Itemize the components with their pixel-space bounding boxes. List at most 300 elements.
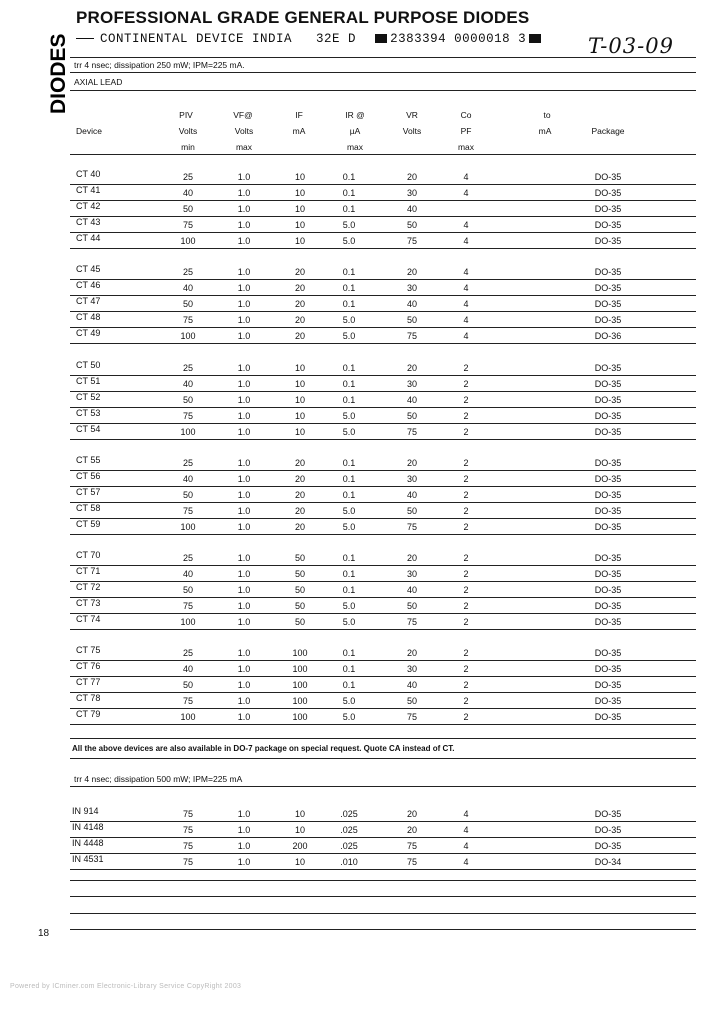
device-name: IN 4531 bbox=[72, 854, 104, 864]
table-cell: 40 bbox=[182, 188, 194, 198]
row-rule bbox=[70, 375, 696, 376]
table-cell: DO-35 bbox=[594, 267, 622, 277]
table-cell: 0.1 bbox=[342, 490, 356, 500]
table-cell: 20 bbox=[406, 809, 418, 819]
table-cell: 50 bbox=[406, 506, 418, 516]
table-cell: .010 bbox=[340, 857, 358, 867]
table-cell: 4 bbox=[463, 267, 469, 277]
table-cell: 75 bbox=[182, 601, 194, 611]
table-cell: 1.0 bbox=[237, 506, 251, 516]
table-cell: DO-35 bbox=[594, 315, 622, 325]
blank-rule bbox=[70, 929, 696, 930]
table-cell: 2 bbox=[463, 680, 469, 690]
table-cell: 25 bbox=[182, 553, 194, 563]
table-cell: 4 bbox=[463, 315, 469, 325]
table-cell: 100 bbox=[292, 664, 308, 674]
device-name: CT 41 bbox=[76, 185, 101, 195]
dash-decoration bbox=[76, 38, 94, 39]
table-cell: 5.0 bbox=[342, 522, 356, 532]
row-rule bbox=[70, 327, 696, 328]
col-header-0: PIV bbox=[179, 110, 193, 120]
note-bottom-rule bbox=[70, 758, 696, 759]
row-rule bbox=[70, 295, 696, 296]
row-rule bbox=[70, 565, 696, 566]
table-cell: 4 bbox=[463, 299, 469, 309]
table-cell: 20 bbox=[294, 458, 306, 468]
table-cell: 50 bbox=[406, 411, 418, 421]
table-cell: 50 bbox=[182, 490, 194, 500]
col-unit-7: mA bbox=[538, 126, 552, 136]
device-name: CT 76 bbox=[76, 661, 101, 671]
device-name: CT 71 bbox=[76, 566, 101, 576]
table-cell: 100 bbox=[180, 331, 196, 341]
table-cell: 20 bbox=[294, 506, 306, 516]
table-cell: 1.0 bbox=[237, 220, 251, 230]
table-cell: 2 bbox=[463, 458, 469, 468]
table-cell: DO-35 bbox=[594, 395, 622, 405]
availability-note: All the above devices are also available in DO-7 package on special request. Quote CA instead of CT. bbox=[72, 744, 455, 753]
table-cell: 100 bbox=[180, 712, 196, 722]
row-rule bbox=[70, 676, 696, 677]
table-cell: 10 bbox=[294, 857, 306, 867]
device-name: CT 77 bbox=[76, 677, 101, 687]
device-name: CT 70 bbox=[76, 550, 101, 560]
table-cell: 1.0 bbox=[237, 267, 251, 277]
col-unit-4: µA bbox=[349, 126, 361, 136]
table-cell: 0.1 bbox=[342, 569, 356, 579]
table-cell: 75 bbox=[182, 825, 194, 835]
row-rule bbox=[70, 708, 696, 709]
table-cell: 30 bbox=[406, 569, 418, 579]
device-name: CT 53 bbox=[76, 408, 101, 418]
table-cell: 20 bbox=[406, 363, 418, 373]
table-cell: 75 bbox=[406, 857, 418, 867]
table-cell: 0.1 bbox=[342, 585, 356, 595]
table-cell: DO-36 bbox=[594, 331, 622, 341]
col-header-3: IR @ bbox=[345, 110, 365, 120]
table-cell: 1.0 bbox=[237, 188, 251, 198]
device-name: CT 46 bbox=[76, 280, 101, 290]
table-cell: 20 bbox=[294, 331, 306, 341]
table-cell: 1.0 bbox=[237, 379, 251, 389]
table-cell: 4 bbox=[463, 825, 469, 835]
table-cell: 1.0 bbox=[237, 490, 251, 500]
table-cell: 10 bbox=[294, 825, 306, 835]
table-cell: 1.0 bbox=[237, 841, 251, 851]
table-cell: 10 bbox=[294, 236, 306, 246]
table-cell: DO-35 bbox=[594, 522, 622, 532]
table-cell: 40 bbox=[182, 664, 194, 674]
table-cell: 40 bbox=[406, 204, 418, 214]
subtitle-line bbox=[76, 32, 544, 46]
table-cell: 20 bbox=[406, 553, 418, 563]
table-cell: 0.1 bbox=[342, 458, 356, 468]
col-qual-0: min bbox=[181, 142, 195, 152]
side-tab-diodes bbox=[48, 6, 68, 116]
table-cell: 10 bbox=[294, 379, 306, 389]
table-cell: 4 bbox=[463, 220, 469, 230]
table-cell: 75 bbox=[406, 617, 418, 627]
device-name: CT 40 bbox=[76, 169, 101, 179]
table-cell: 40 bbox=[182, 283, 194, 293]
device-name: CT 47 bbox=[76, 296, 101, 306]
device-name: CT 73 bbox=[76, 598, 101, 608]
table-cell: 25 bbox=[182, 363, 194, 373]
table-cell: 40 bbox=[182, 379, 194, 389]
table-cell: 2 bbox=[463, 395, 469, 405]
table-cell: 20 bbox=[294, 315, 306, 325]
table-cell: 1.0 bbox=[237, 236, 251, 246]
table-cell: 1.0 bbox=[237, 825, 251, 835]
table-cell: DO-35 bbox=[594, 474, 622, 484]
row-rule bbox=[70, 486, 696, 487]
row-rule bbox=[70, 660, 696, 661]
table-cell: 5.0 bbox=[342, 506, 356, 516]
table-cell: 0.1 bbox=[342, 299, 356, 309]
table-cell: DO-35 bbox=[594, 696, 622, 706]
table-cell: 100 bbox=[292, 680, 308, 690]
table-cell: 20 bbox=[406, 458, 418, 468]
row-rule bbox=[70, 629, 696, 630]
table-cell: 1.0 bbox=[237, 680, 251, 690]
table-cell: 1.0 bbox=[237, 809, 251, 819]
col-header-6: to bbox=[543, 110, 551, 120]
table-cell: 1.0 bbox=[237, 712, 251, 722]
table-cell: DO-35 bbox=[594, 236, 622, 246]
table-cell: 4 bbox=[463, 188, 469, 198]
table-cell: 50 bbox=[294, 569, 306, 579]
device-name: CT 74 bbox=[76, 614, 101, 624]
row-rule bbox=[70, 439, 696, 440]
table-cell: 50 bbox=[294, 585, 306, 595]
row-rule bbox=[70, 200, 696, 201]
table-cell: 0.1 bbox=[342, 188, 356, 198]
table-cell: DO-35 bbox=[594, 506, 622, 516]
device-name: CT 57 bbox=[76, 487, 101, 497]
table-cell: 2 bbox=[463, 585, 469, 595]
device-name: CT 59 bbox=[76, 519, 101, 529]
table-cell: 40 bbox=[406, 680, 418, 690]
table-cell: 50 bbox=[182, 299, 194, 309]
table-cell: 75 bbox=[182, 315, 194, 325]
col-qual-2: max bbox=[346, 142, 364, 152]
table-cell: 2 bbox=[463, 379, 469, 389]
table-cell: 0.1 bbox=[342, 648, 356, 658]
table-cell: 10 bbox=[294, 427, 306, 437]
table-cell: DO-35 bbox=[594, 617, 622, 627]
section2-spec: trr 4 nsec; dissipation 500 mW; IPM=225 mA bbox=[74, 774, 243, 784]
table-cell: 50 bbox=[182, 585, 194, 595]
table-cell: 50 bbox=[406, 220, 418, 230]
table-cell: DO-35 bbox=[594, 569, 622, 579]
table-cell: 5.0 bbox=[342, 411, 356, 421]
col-unit-0: Device bbox=[76, 126, 102, 136]
footer-watermark: Powered by ICminer.com Electronic-Library Service CopyRight 2003 bbox=[10, 983, 242, 990]
device-name: CT 49 bbox=[76, 328, 101, 338]
table-cell: 50 bbox=[406, 696, 418, 706]
device-name: CT 45 bbox=[76, 264, 101, 274]
table-cell: 20 bbox=[294, 490, 306, 500]
col-header-5: Co bbox=[460, 110, 472, 120]
device-name: IN 914 bbox=[72, 806, 99, 816]
table-cell: 1.0 bbox=[237, 331, 251, 341]
row-rule bbox=[70, 343, 696, 344]
table-cell: 40 bbox=[182, 474, 194, 484]
table-cell: 0.1 bbox=[342, 363, 356, 373]
device-name: CT 78 bbox=[76, 693, 101, 703]
table-cell: 0.1 bbox=[342, 664, 356, 674]
table-cell: DO-35 bbox=[594, 809, 622, 819]
device-name: IN 4448 bbox=[72, 838, 104, 848]
section1-spec: trr 4 nsec; dissipation 250 mW; IPM=225 mA. bbox=[74, 60, 245, 70]
row-rule bbox=[70, 248, 696, 249]
table-cell: 5.0 bbox=[342, 331, 356, 341]
table-cell: 4 bbox=[463, 857, 469, 867]
table-cell: 30 bbox=[406, 379, 418, 389]
table-cell: 1.0 bbox=[237, 458, 251, 468]
row-rule bbox=[70, 692, 696, 693]
table-cell: 10 bbox=[294, 411, 306, 421]
table-cell: 75 bbox=[406, 841, 418, 851]
table-cell: .025 bbox=[340, 841, 358, 851]
table-cell: 20 bbox=[294, 522, 306, 532]
table-cell: DO-35 bbox=[594, 680, 622, 690]
table-cell: 2 bbox=[463, 696, 469, 706]
table-cell: 2 bbox=[463, 522, 469, 532]
col-header-4: VR bbox=[406, 110, 418, 120]
table-cell: 100 bbox=[292, 712, 308, 722]
table-cell: 20 bbox=[406, 172, 418, 182]
col-unit-5: Volts bbox=[402, 126, 422, 136]
axial-lead-heading: AXIAL LEAD bbox=[74, 77, 123, 87]
row-rule bbox=[70, 518, 696, 519]
device-name: CT 42 bbox=[76, 201, 101, 211]
handwritten-stamp: T-03-09 bbox=[588, 34, 674, 58]
table-cell: 2 bbox=[463, 617, 469, 627]
table-cell: 4 bbox=[463, 283, 469, 293]
table-cell: 2 bbox=[463, 601, 469, 611]
table-cell: 50 bbox=[182, 395, 194, 405]
table-cell: DO-35 bbox=[594, 220, 622, 230]
table-cell: 5.0 bbox=[342, 696, 356, 706]
table-cell: 0.1 bbox=[342, 267, 356, 277]
code-two: 2383394 0000018 3 bbox=[390, 32, 527, 46]
table-cell: 20 bbox=[294, 267, 306, 277]
table-cell: 2 bbox=[463, 712, 469, 722]
table-cell: 1.0 bbox=[237, 172, 251, 182]
table-cell: 5.0 bbox=[342, 315, 356, 325]
device-name: CT 56 bbox=[76, 471, 101, 481]
row-rule bbox=[70, 232, 696, 233]
device-name: CT 75 bbox=[76, 645, 101, 655]
table-cell: 40 bbox=[406, 585, 418, 595]
table-cell: 2 bbox=[463, 648, 469, 658]
table-cell: 0.1 bbox=[342, 680, 356, 690]
table-cell: 50 bbox=[406, 601, 418, 611]
table-cell: 2 bbox=[463, 664, 469, 674]
table-cell: 10 bbox=[294, 220, 306, 230]
table-cell: 75 bbox=[182, 857, 194, 867]
table-cell: 1.0 bbox=[237, 204, 251, 214]
table-cell: 5.0 bbox=[342, 236, 356, 246]
table-cell: 40 bbox=[406, 490, 418, 500]
device-name: IN 4148 bbox=[72, 822, 104, 832]
device-name: CT 43 bbox=[76, 217, 101, 227]
table-cell: 50 bbox=[182, 204, 194, 214]
col-header-2: IF bbox=[295, 110, 303, 120]
table-cell: 30 bbox=[406, 664, 418, 674]
table-cell: 25 bbox=[182, 648, 194, 658]
table-cell: 2 bbox=[463, 363, 469, 373]
row-rule bbox=[70, 184, 696, 185]
device-name: CT 54 bbox=[76, 424, 101, 434]
col-header-1: VF@ bbox=[233, 110, 253, 120]
table-cell: 1.0 bbox=[237, 569, 251, 579]
table-cell: 30 bbox=[406, 283, 418, 293]
table-cell: 0.1 bbox=[342, 172, 356, 182]
table-cell: 5.0 bbox=[342, 617, 356, 627]
blank-rule bbox=[70, 880, 696, 881]
table-cell: 0.1 bbox=[342, 395, 356, 405]
device-name: CT 52 bbox=[76, 392, 101, 402]
table-cell: 10 bbox=[294, 395, 306, 405]
table-cell: 75 bbox=[406, 236, 418, 246]
table-cell: 2 bbox=[463, 506, 469, 516]
table-cell: 75 bbox=[182, 809, 194, 819]
table-cell: 0.1 bbox=[342, 553, 356, 563]
table-cell: 1.0 bbox=[237, 411, 251, 421]
table-cell: DO-35 bbox=[594, 363, 622, 373]
table-cell: DO-35 bbox=[594, 204, 622, 214]
company-name: CONTINENTAL DEVICE INDIA bbox=[100, 32, 293, 46]
col-qual-3: max bbox=[457, 142, 475, 152]
table-cell: 1.0 bbox=[237, 617, 251, 627]
table-cell: 5.0 bbox=[342, 220, 356, 230]
table-cell: 20 bbox=[406, 648, 418, 658]
table-cell: 100 bbox=[180, 236, 196, 246]
table-cell: DO-35 bbox=[594, 379, 622, 389]
table-cell: .025 bbox=[340, 825, 358, 835]
table-cell: DO-35 bbox=[594, 841, 622, 851]
table-cell: 75 bbox=[406, 331, 418, 341]
row-rule bbox=[70, 391, 696, 392]
spec-rule bbox=[70, 72, 696, 73]
side-tab-text: DIODES bbox=[47, 33, 70, 114]
table-cell: 30 bbox=[406, 188, 418, 198]
table-cell: DO-35 bbox=[594, 411, 622, 421]
table-cell: 4 bbox=[463, 331, 469, 341]
table-cell: 4 bbox=[463, 236, 469, 246]
col-unit-6: PF bbox=[460, 126, 472, 136]
table-cell: 20 bbox=[406, 267, 418, 277]
note-top-rule bbox=[70, 738, 696, 739]
table-cell: 50 bbox=[182, 680, 194, 690]
row-rule bbox=[70, 613, 696, 614]
col-qual-1: max bbox=[235, 142, 253, 152]
table-cell: 100 bbox=[180, 427, 196, 437]
table-cell: 50 bbox=[294, 601, 306, 611]
table-cell: DO-35 bbox=[594, 648, 622, 658]
table-cell: 20 bbox=[294, 474, 306, 484]
table-cell: DO-35 bbox=[594, 553, 622, 563]
table-cell: 2 bbox=[463, 490, 469, 500]
top-rule bbox=[70, 57, 696, 58]
row-rule bbox=[70, 837, 696, 838]
table-cell: 0.1 bbox=[342, 283, 356, 293]
table-cell: 5.0 bbox=[342, 427, 356, 437]
device-name: CT 58 bbox=[76, 503, 101, 513]
table-cell: 20 bbox=[406, 825, 418, 835]
table-cell: 100 bbox=[292, 696, 308, 706]
table-cell: 75 bbox=[406, 712, 418, 722]
device-name: CT 44 bbox=[76, 233, 101, 243]
section2-rule bbox=[70, 786, 696, 787]
table-cell: 20 bbox=[294, 283, 306, 293]
table-cell: DO-35 bbox=[594, 458, 622, 468]
row-rule bbox=[70, 470, 696, 471]
table-cell: 1.0 bbox=[237, 522, 251, 532]
table-cell: DO-35 bbox=[594, 188, 622, 198]
table-cell: 25 bbox=[182, 172, 194, 182]
blank-rule bbox=[70, 896, 696, 897]
table-cell: 75 bbox=[406, 522, 418, 532]
row-rule bbox=[70, 407, 696, 408]
row-rule bbox=[70, 724, 696, 725]
table-cell: 75 bbox=[182, 506, 194, 516]
table-cell: 5.0 bbox=[342, 712, 356, 722]
black-block-icon bbox=[375, 34, 387, 43]
table-cell: 50 bbox=[406, 315, 418, 325]
table-cell: 4 bbox=[463, 172, 469, 182]
table-cell: 0.1 bbox=[342, 204, 356, 214]
table-cell: 100 bbox=[180, 522, 196, 532]
table-cell: DO-35 bbox=[594, 172, 622, 182]
code-one: 32E D bbox=[316, 32, 357, 46]
table-cell: DO-35 bbox=[594, 585, 622, 595]
table-cell: 0.1 bbox=[342, 474, 356, 484]
table-cell: 100 bbox=[180, 617, 196, 627]
device-name: CT 79 bbox=[76, 709, 101, 719]
table-cell: 10 bbox=[294, 172, 306, 182]
table-cell: 1.0 bbox=[237, 696, 251, 706]
blank-rule bbox=[70, 913, 696, 914]
table-cell: 2 bbox=[463, 553, 469, 563]
table-cell: 2 bbox=[463, 427, 469, 437]
black-block-icon bbox=[529, 34, 541, 43]
table-cell: 200 bbox=[292, 841, 308, 851]
table-cell: 50 bbox=[294, 553, 306, 563]
row-rule bbox=[70, 853, 696, 854]
table-cell: 1.0 bbox=[237, 283, 251, 293]
device-name: CT 48 bbox=[76, 312, 101, 322]
device-name: CT 72 bbox=[76, 582, 101, 592]
row-rule bbox=[70, 581, 696, 582]
row-rule bbox=[70, 821, 696, 822]
table-cell: 10 bbox=[294, 188, 306, 198]
table-cell: 1.0 bbox=[237, 427, 251, 437]
subheading-rule bbox=[70, 90, 696, 91]
table-cell: 1.0 bbox=[237, 857, 251, 867]
col-unit-3: mA bbox=[292, 126, 306, 136]
page-number: 18 bbox=[38, 928, 50, 939]
device-name: CT 51 bbox=[76, 376, 101, 386]
table-cell: 1.0 bbox=[237, 395, 251, 405]
table-cell: 4 bbox=[463, 841, 469, 851]
table-cell: 1.0 bbox=[237, 315, 251, 325]
row-rule bbox=[70, 423, 696, 424]
device-name: CT 55 bbox=[76, 455, 101, 465]
table-cell: DO-35 bbox=[594, 664, 622, 674]
